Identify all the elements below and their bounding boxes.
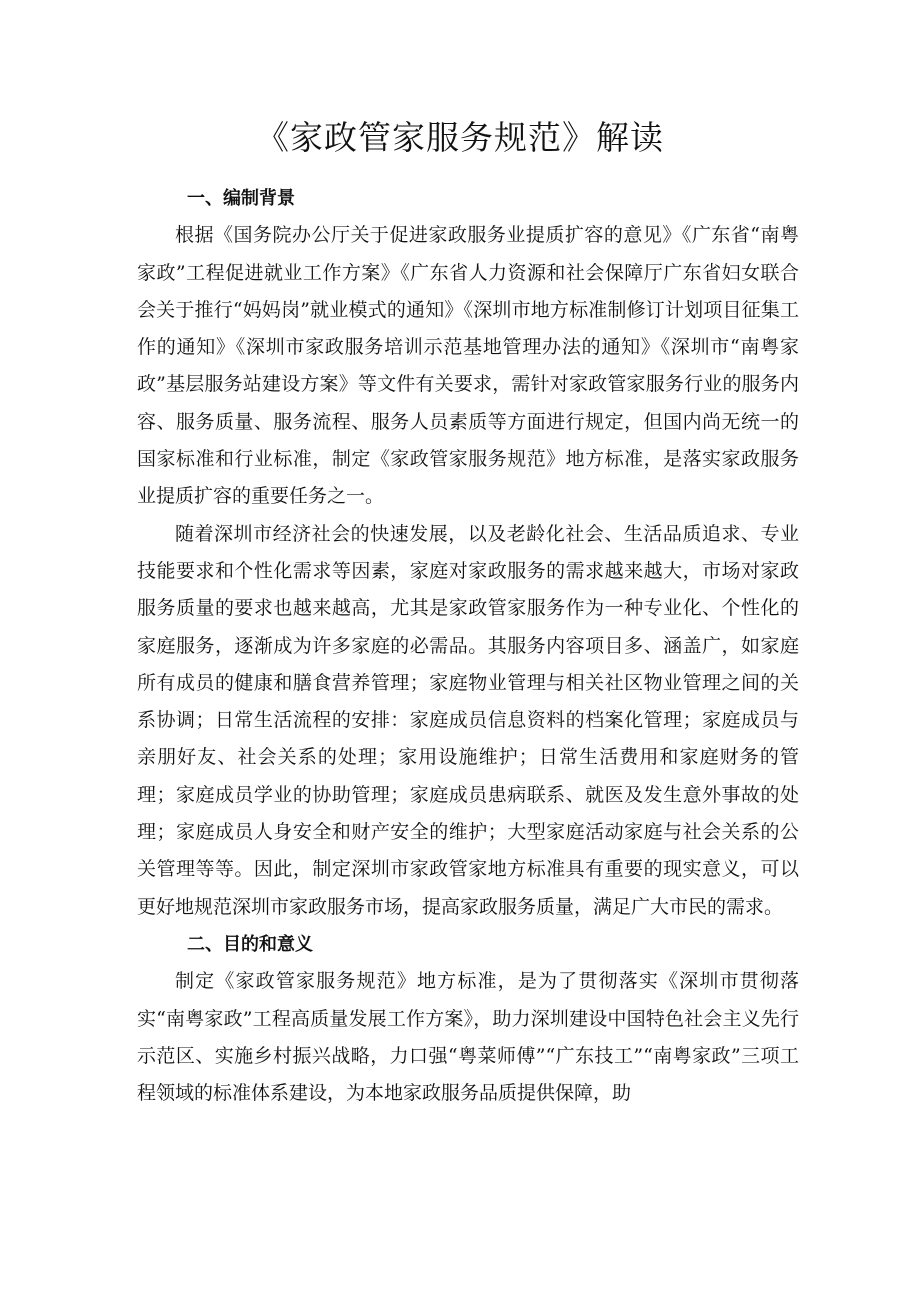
document-title: 《家政管家服务规范》解读: [256, 118, 664, 157]
paragraph: 随着深圳市经济社会的快速发展，以及老龄化社会、生活品质追求、专业技能要求和个性化需求等因素，家庭对家政服务的需求越来越大，市场对家政服务质量的要求也越来越高，尤其是家政管家服务作为一种专业化、个性化的家庭服务，逐渐成为许多家庭的必需品。其服务内容项目多、涵盖广，如家庭所有成员的健康和膳食营养管理；家庭物业管理与相关社区物业管理之间的关系协调；日常生活流程的安排：家庭成员信息资料的档案化管理；家庭成员与亲朋好友、社会关系的处理；家用设施维护；日常生活费用和家庭财务的管理；家庭成员学业的协助管理；家庭成员患病联系、就医及发生意外事故的处理；家庭成员人身安全和财产安全的维护；大型家庭活动家庭与社会关系的公关管理等等。因此，制定深圳市家政管家地方标准具有重要的现实意义，可以更好地规范深圳市家政服务市场，提高家政服务质量，满足广大市民的需求。: [137, 522, 799, 918]
paragraph: 制定《家政管家服务规范》地方标准，是为了贯彻落实《深圳市贯彻落实“南粤家政”工程高质量发展工作方案》，助力深圳建设中国特色社会主义先行示范区、实施乡村振兴战略，力口强“粤菜师傅”“广东技工”“南粤家政”三项工程领域的标准体系建设，为本地家政服务品质提供保障，助: [137, 970, 799, 1105]
paragraph: 根据《国务院办公厅关于促进家政服务业提质扩容的意见》《广东省“南粤家政”工程促进就业工作方案》《广东省人力资源和社会保障厅广东省妇女联合会关于推行“妈妈岗”就业模式的通知》《深圳市地方标准制修订计划项目征集工作的通知》《深圳市家政服务培训示范基地管理办法的通知》《深圳市“南粤家政”基层服务站建设方案》等文件有关要求，需针对家政管家服务行业的服务内容、服务质量、服务流程、服务人员素质等方面进行规定，但国内尚无统一的国家标准和行业标准，制定《家政管家服务规范》地方标准，是落实家政服务业提质扩容的重要任务之一。: [137, 224, 799, 508]
section-purpose: [137, 926, 799, 1112]
section-heading: 二、目的和意义: [187, 933, 313, 955]
section-heading: 一、编制背景: [187, 188, 295, 209]
section-background: [137, 180, 799, 926]
document-body: [137, 180, 799, 1112]
